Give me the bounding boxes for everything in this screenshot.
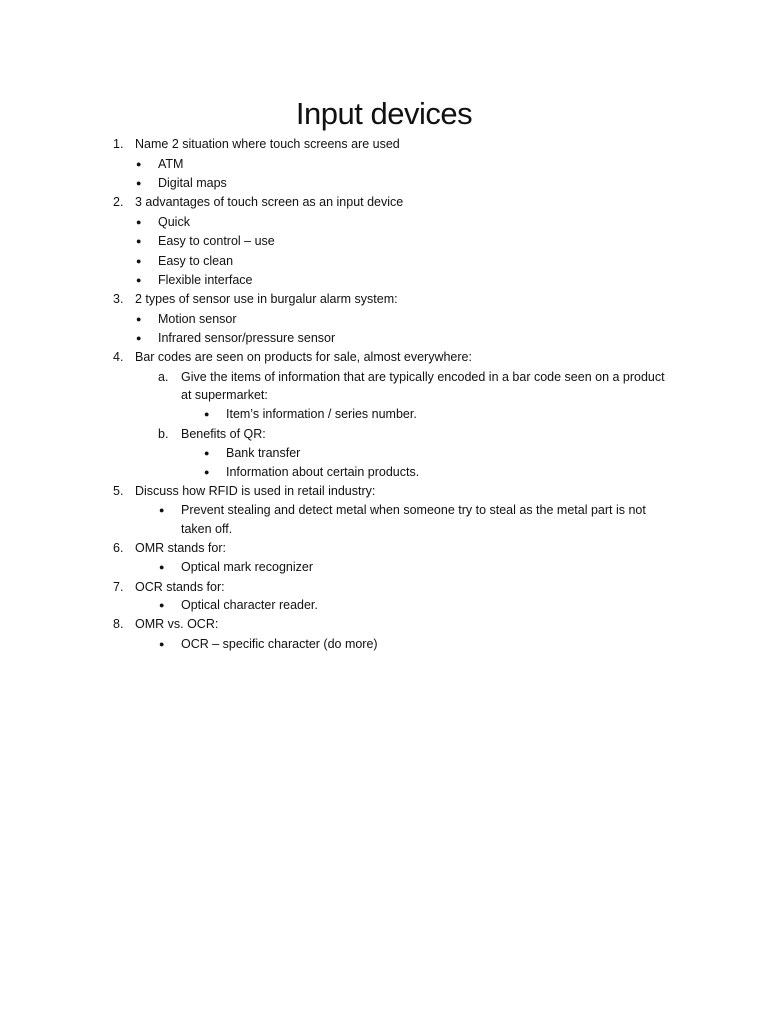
bullet-icon: ● (136, 159, 142, 169)
item-text-continued: at supermarket: (181, 388, 268, 402)
bullet-icon: ● (136, 178, 142, 188)
item-letter: b. (158, 427, 169, 441)
bullet-text: Motion sensor (158, 312, 237, 326)
bullet-text: Optical character reader. (181, 598, 318, 612)
bullet-icon: ● (136, 275, 142, 285)
bullet-text: Information about certain products. (226, 465, 420, 479)
bullet-text: Bank transfer (226, 446, 301, 460)
bullet-icon: ● (159, 600, 165, 610)
item-text: OCR stands for: (135, 580, 225, 594)
bullet-text: Easy to clean (158, 254, 234, 268)
bullet-icon: ● (159, 639, 165, 649)
item-number: 3. (113, 292, 124, 306)
bullet-icon: ● (204, 409, 210, 419)
item-text: OMR vs. OCR: (135, 617, 219, 631)
bullet-text: Prevent stealing and detect metal when someone try to steal as the metal part is not (181, 503, 646, 517)
item-number: 5. (113, 484, 124, 498)
item-text: Name 2 situation where touch screens are used (135, 137, 400, 151)
bullet-text: Quick (158, 215, 190, 229)
bullet-text: OCR – specific character (do more) (181, 637, 378, 651)
item-number: 6. (113, 541, 124, 555)
item-text: OMR stands for: (135, 541, 226, 555)
bullet-icon: ● (136, 236, 142, 246)
bullet-icon: ● (136, 333, 142, 343)
item-text: 2 types of sensor use in burgalur alarm system: (135, 292, 398, 306)
bullet-text: Optical mark recognizer (181, 560, 313, 574)
bullet-text: Flexible interface (158, 273, 253, 287)
bullet-text: Infrared sensor/pressure sensor (158, 331, 336, 345)
item-number: 2. (113, 195, 124, 209)
item-text: Bar codes are seen on products for sale, almost everywhere: (135, 350, 472, 364)
item-text: Discuss how RFID is used in retail industry: (135, 484, 376, 498)
item-number: 8. (113, 617, 124, 631)
item-number: 1. (113, 137, 124, 151)
item-letter: a. (158, 370, 169, 384)
item-text: 3 advantages of touch screen as an input device (135, 195, 404, 209)
item-text: Benefits of QR: (181, 427, 266, 441)
bullet-icon: ● (159, 562, 165, 572)
bullet-icon: ● (204, 448, 210, 458)
bullet-text: Item’s information / series number. (226, 407, 417, 421)
page-title: Input devices (295, 96, 473, 131)
bullet-text: Easy to control – use (158, 234, 275, 248)
bullet-icon: ● (204, 467, 210, 477)
bullet-icon: ● (136, 217, 142, 227)
bullet-icon: ● (159, 505, 165, 515)
bullet-text: Digital maps (158, 176, 227, 190)
item-number: 7. (113, 580, 124, 594)
bullet-text-continued: taken off. (181, 522, 233, 536)
bullet-text: ATM (158, 157, 184, 171)
bullet-icon: ● (136, 314, 142, 324)
item-number: 4. (113, 350, 124, 364)
item-text: Give the items of information that are typically encoded in a bar code seen on a product (181, 370, 665, 384)
bullet-icon: ● (136, 256, 142, 266)
